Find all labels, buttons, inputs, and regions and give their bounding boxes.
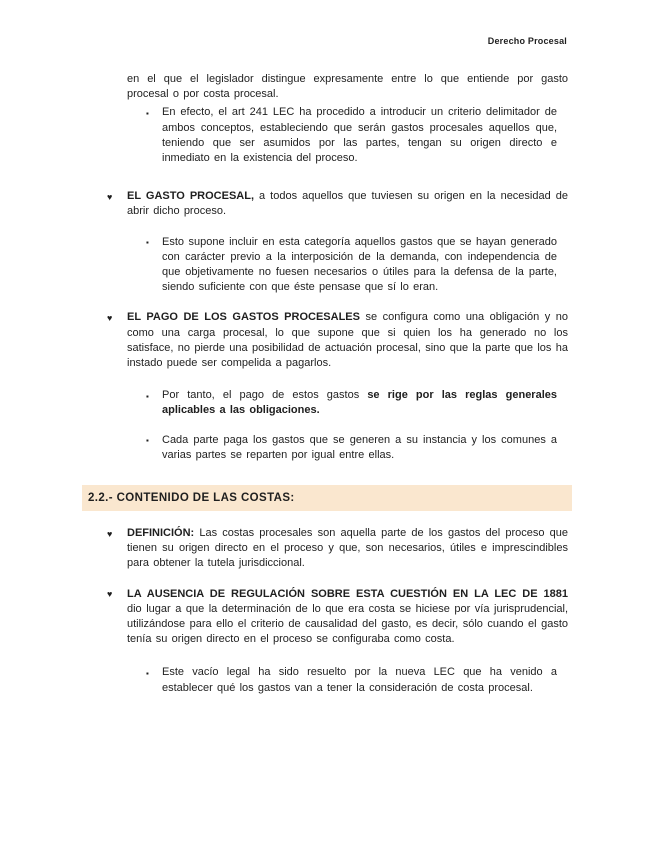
square-bullet-icon: ▪ <box>146 238 149 248</box>
paragraph-text: En efecto, el art 241 LEC ha procedido a introducir un criterio delimitador de ambos conceptos, estableciendo que serán gastos procesales aquellos que, teniendo que ser asumidos por las partes, tengan su origen directo e inmediato en la existencia del proceso. <box>162 106 557 165</box>
bold-emphasis: se rige por las reglas generales aplicables a las obligaciones. <box>162 389 557 417</box>
paragraph-text: se configura como una obligación y no como una carga procesal, lo que supone que si quien los ha generado no los satisface, no pierde una posibilidad de actuación procesal, sino que la parte que los ha instado puede ser compelida a pagarlos. <box>127 311 568 370</box>
bold-lead-in: EL GASTO PROCESAL, <box>127 190 254 203</box>
square-bullet-icon: ▪ <box>146 108 149 118</box>
sub-bullet-item <box>146 388 568 418</box>
section-heading-bar <box>82 485 572 511</box>
heart-bullet-icon: ♥ <box>107 191 113 202</box>
paragraph-text: a todos aquellos que tuviesen su origen en la necesidad de abrir dicho proceso. <box>127 190 568 218</box>
sub-bullet-item <box>146 433 568 463</box>
sub-bullet-text <box>162 388 557 418</box>
paragraph-text: en el que el legislador distingue expresamente entre lo que entiende por gasto procesal o por costa procesal. <box>127 73 568 101</box>
square-bullet-icon: ▪ <box>146 668 149 678</box>
sub-bullet-text <box>162 235 557 296</box>
paragraph-text: Las costas procesales son aquella parte de los gastos del proceso que tienen su origen directo en el proceso y que, son necesarios, útiles e imprescindibles para obtener la tutela jurisdiccional. <box>127 527 568 570</box>
main-bullet-text <box>127 310 568 371</box>
sub-bullet-item <box>146 105 568 166</box>
sub-bullet-text <box>162 665 557 695</box>
bold-lead-in: EL PAGO DE LOS GASTOS PROCESALES <box>127 311 360 324</box>
bold-lead-in: LA AUSENCIA DE REGULACIÓN SOBRE ESTA CUESTIÓN EN LA LEC DE 1881 <box>127 587 568 600</box>
paragraph-text: Esto supone incluir en esta categoría aquellos gastos que se hayan generado con carácter previo a la interposición de la demanda, con independencia de que objetivamente no fuesen necesarios o útiles para la defensa de la parte, siendo suficiente con que éste pensase que sí lo eran. <box>162 235 557 294</box>
paragraph-text: Por tanto, el pago de estos gastos <box>162 389 368 402</box>
main-bullet-item <box>107 587 568 648</box>
paragraph-text: dio lugar a que la determinación de lo que era costa se hiciese por vía jurisprudencial, utilizándose para ello el criterio de causalidad del gasto, es decir, sólo cuando el gasto tenía su origen directo en el proceso se configuraba como costa. <box>127 602 568 646</box>
main-bullet-item <box>107 310 568 371</box>
sub-bullet-item <box>146 235 568 296</box>
main-bullet-text <box>127 189 568 219</box>
square-bullet-icon: ▪ <box>146 436 149 446</box>
heart-bullet-icon: ♥ <box>107 312 113 323</box>
square-bullet-icon: ▪ <box>146 391 149 401</box>
bold-lead-in: DEFINICIÓN: <box>127 527 195 540</box>
main-bullet-item <box>107 189 568 219</box>
sub-bullet-item <box>146 665 568 695</box>
paragraph-text: Este vacío legal ha sido resuelto por la nueva LEC que ha venido a establecer qué los gastos van a tener la consideración de costa procesal. <box>162 666 557 694</box>
page-header: Derecho Procesal <box>487 36 567 46</box>
paragraph-text: Cada parte paga los gastos que se generen a su instancia y los comunes a varias partes se reparten por igual entre ellas. <box>162 433 557 461</box>
sub-bullet-text <box>162 105 557 166</box>
page-content <box>88 72 568 696</box>
main-bullet-item <box>107 526 568 572</box>
paragraph <box>127 72 568 102</box>
main-bullet-text <box>127 587 568 648</box>
heart-bullet-icon: ♥ <box>107 528 113 539</box>
main-bullet-text <box>127 526 568 572</box>
sub-bullet-text <box>162 433 557 463</box>
section-heading-text: 2.2.- CONTENIDO DE LAS COSTAS: <box>88 492 295 505</box>
heart-bullet-icon: ♥ <box>107 589 113 600</box>
